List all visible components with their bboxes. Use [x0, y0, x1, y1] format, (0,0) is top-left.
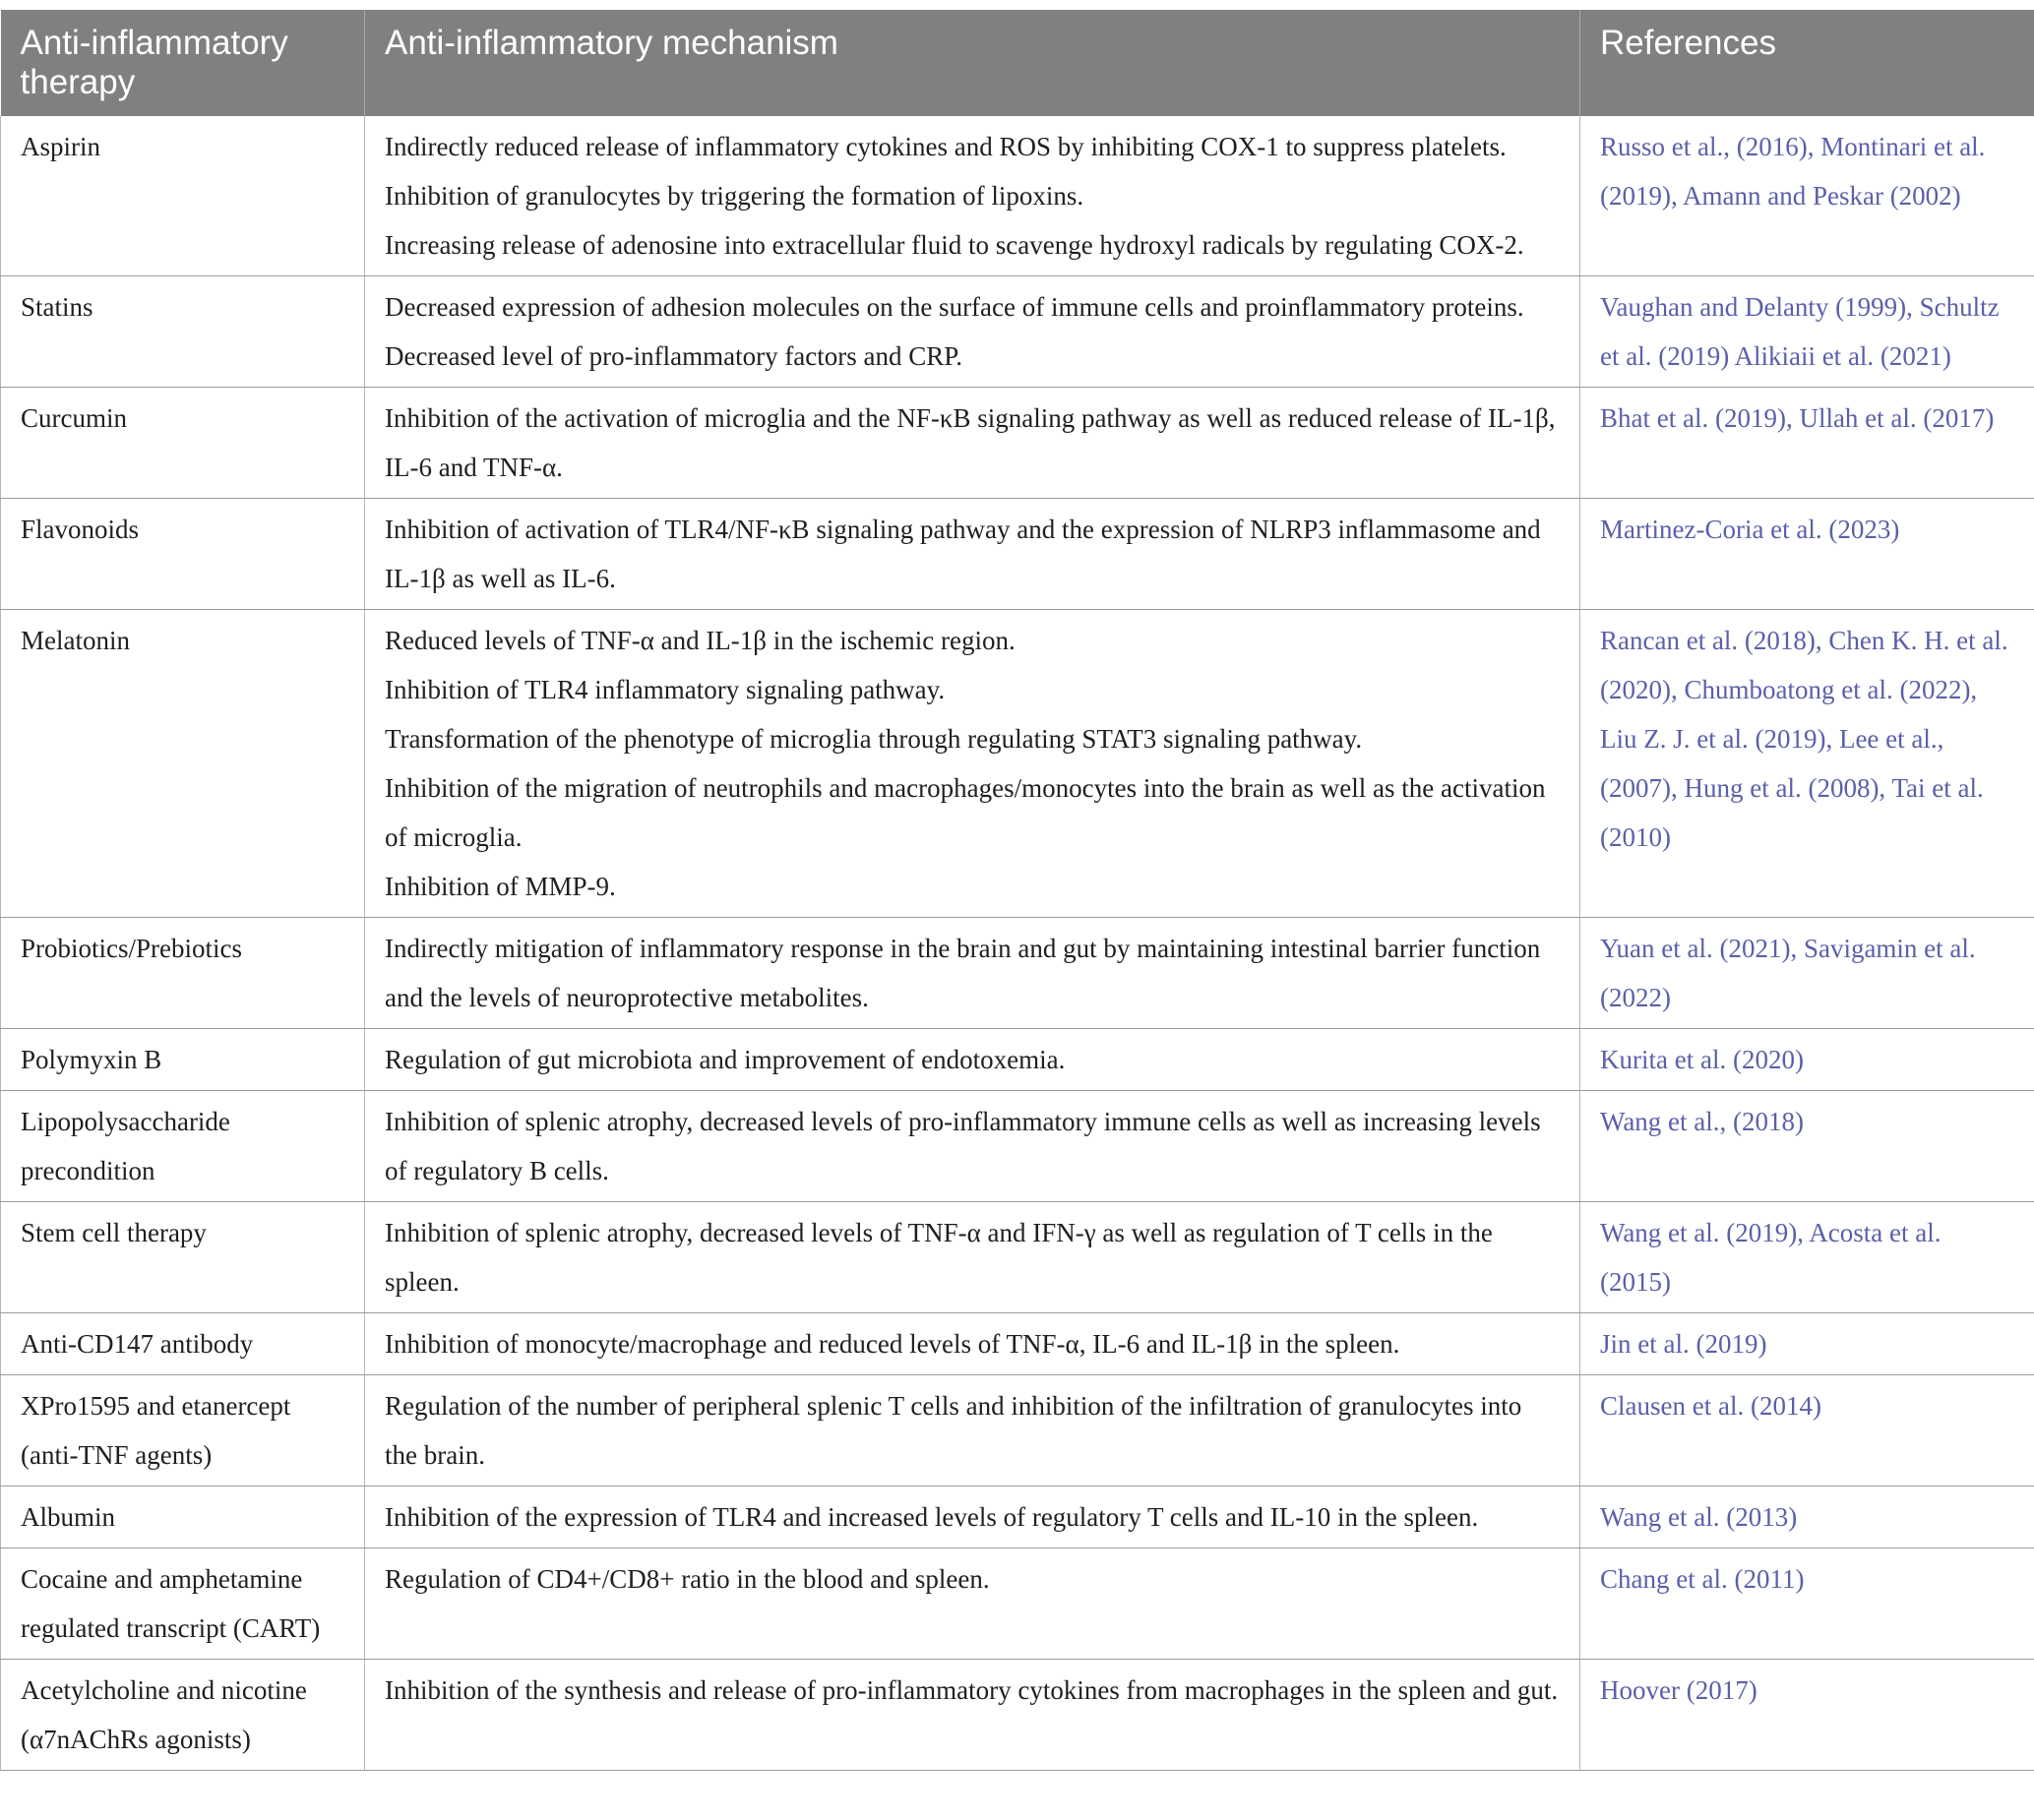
mechanism-line: Reduced levels of TNF-α and IL-1β in the ischemic region.: [385, 626, 1016, 655]
therapy-cell: Stem cell therapy: [1, 1202, 365, 1313]
mechanism-line: Inhibition of the synthesis and release of pro-inflammatory cytokines from macrophages in the spleen and gut.: [385, 1675, 1559, 1705]
table-row: [1, 116, 2034, 276]
mechanism-line: Inhibition of granulocytes by triggering the formation of lipoxins.: [385, 181, 1084, 211]
therapy-cell: Aspirin: [1, 116, 365, 276]
mechanism-cell: [365, 918, 1580, 1029]
mechanism-line: Inhibition of the migration of neutrophils and macrophages/monocytes into the brain as well as the activation of microglia.: [385, 773, 1546, 852]
table-row: [1, 276, 2034, 388]
header-row: [1, 10, 2034, 116]
mechanism-cell: [365, 1660, 1580, 1771]
therapy-cell: XPro1595 and etanercept (anti-TNF agents): [1, 1375, 365, 1486]
table-row: [1, 610, 2034, 918]
mechanism-line: Regulation of CD4+/CD8+ ratio in the blood and spleen.: [385, 1564, 990, 1594]
mechanism-line: Inhibition of splenic atrophy, decreased levels of pro-inflammatory immune cells as well as increasing levels of regulatory B cells.: [385, 1107, 1541, 1185]
mechanism-cell: [365, 1202, 1580, 1313]
mechanism-line: Inhibition of monocyte/macrophage and reduced levels of TNF-α, IL-6 and IL-1β in the spleen.: [385, 1329, 1400, 1359]
therapy-cell: Curcumin: [1, 388, 365, 499]
mechanism-line: Inhibition of the expression of TLR4 and increased levels of regulatory T cells and IL-10 in the spleen.: [385, 1502, 1479, 1532]
therapy-cell: Lipopolysaccharide precondition: [1, 1091, 365, 1202]
reference-link[interactable]: Clausen et al. (2014): [1580, 1375, 2034, 1486]
reference-link[interactable]: Vaughan and Delanty (1999), Schultz et al. (2019) Alikiaii et al. (2021): [1580, 276, 2034, 388]
mechanism-cell: [365, 276, 1580, 388]
mechanism-cell: [365, 1313, 1580, 1375]
table-row: [1, 1660, 2034, 1771]
therapy-cell: Melatonin: [1, 610, 365, 918]
table-row: [1, 388, 2034, 499]
reference-link[interactable]: Bhat et al. (2019), Ullah et al. (2017): [1580, 388, 2034, 499]
mechanism-line: Decreased level of pro-inflammatory factors and CRP.: [385, 341, 963, 371]
table-row: [1, 1548, 2034, 1660]
therapy-cell: Cocaine and amphetamine regulated transcript (CART): [1, 1548, 365, 1660]
table-body: [1, 116, 2034, 1771]
reference-link[interactable]: Kurita et al. (2020): [1580, 1029, 2034, 1091]
therapy-table-container: [0, 10, 2034, 1771]
table-row: [1, 499, 2034, 610]
mechanism-line: Inhibition of splenic atrophy, decreased levels of TNF-α and IFN-γ as well as regulation of T cells in the spleen.: [385, 1218, 1493, 1297]
table-row: [1, 1313, 2034, 1375]
mechanism-line: Regulation of the number of peripheral splenic T cells and inhibition of the infiltration of granulocytes into the brain.: [385, 1391, 1522, 1470]
mechanism-cell: [365, 116, 1580, 276]
reference-link[interactable]: Chang et al. (2011): [1580, 1548, 2034, 1660]
table-row: [1, 1091, 2034, 1202]
mechanism-cell: [365, 1091, 1580, 1202]
therapy-cell: Probiotics/Prebiotics: [1, 918, 365, 1029]
reference-link[interactable]: Hoover (2017): [1580, 1660, 2034, 1771]
reference-link[interactable]: Yuan et al. (2021), Savigamin et al. (2022): [1580, 918, 2034, 1029]
table-row: [1, 918, 2034, 1029]
therapy-cell: Polymyxin B: [1, 1029, 365, 1091]
therapy-cell: Anti-CD147 antibody: [1, 1313, 365, 1375]
header-therapy: Anti-inflammatory therapy: [1, 10, 365, 116]
mechanism-cell: [365, 1375, 1580, 1486]
table-row: [1, 1375, 2034, 1486]
mechanism-cell: [365, 1029, 1580, 1091]
mechanism-cell: [365, 610, 1580, 918]
therapy-cell: Statins: [1, 276, 365, 388]
reference-link[interactable]: Jin et al. (2019): [1580, 1313, 2034, 1375]
reference-link[interactable]: Martinez-Coria et al. (2023): [1580, 499, 2034, 610]
reference-link[interactable]: Wang et al., (2018): [1580, 1091, 2034, 1202]
reference-link[interactable]: Russo et al., (2016), Montinari et al. (2019), Amann and Peskar (2002): [1580, 116, 2034, 276]
therapy-cell: Flavonoids: [1, 499, 365, 610]
therapy-table: [0, 10, 2034, 1771]
mechanism-line: Inhibition of MMP-9.: [385, 872, 616, 901]
mechanism-line: Inhibition of the activation of microglia and the NF-κB signaling pathway as well as reduced release of IL-1β, IL-6 and TNF-α.: [385, 403, 1556, 482]
mechanism-cell: [365, 388, 1580, 499]
table-header: [1, 10, 2034, 116]
header-mechanism: Anti-inflammatory mechanism: [365, 10, 1580, 116]
mechanism-line: Inhibition of activation of TLR4/NF-κB signaling pathway and the expression of NLRP3 inflammasome and IL-1β as well as IL-6.: [385, 515, 1541, 593]
table-row: [1, 1486, 2034, 1548]
mechanism-line: Indirectly mitigation of inflammatory response in the brain and gut by maintaining intestinal barrier function and the levels of neuroprotective metabolites.: [385, 934, 1541, 1012]
reference-link[interactable]: Wang et al. (2019), Acosta et al. (2015): [1580, 1202, 2034, 1313]
mechanism-line: Decreased expression of adhesion molecules on the surface of immune cells and proinflammatory proteins.: [385, 292, 1524, 322]
reference-link[interactable]: Wang et al. (2013): [1580, 1486, 2034, 1548]
mechanism-cell: [365, 1548, 1580, 1660]
mechanism-cell: [365, 499, 1580, 610]
table-row: [1, 1202, 2034, 1313]
mechanism-line: Transformation of the phenotype of microglia through regulating STAT3 signaling pathway.: [385, 724, 1363, 754]
mechanism-line: Increasing release of adenosine into extracellular fluid to scavenge hydroxyl radicals by regulating COX-2.: [385, 230, 1524, 260]
reference-link[interactable]: Rancan et al. (2018), Chen K. H. et al. (2020), Chumboatong et al. (2022), Liu Z. J. et al. (2019), Lee et al., (2007), Hung et al. (2008), Tai et al. (2010): [1580, 610, 2034, 918]
mechanism-line: Regulation of gut microbiota and improvement of endotoxemia.: [385, 1045, 1066, 1074]
therapy-cell: Albumin: [1, 1486, 365, 1548]
mechanism-cell: [365, 1486, 1580, 1548]
mechanism-line: Indirectly reduced release of inflammatory cytokines and ROS by inhibiting COX-1 to suppress platelets.: [385, 132, 1507, 161]
table-row: [1, 1029, 2034, 1091]
therapy-cell: Acetylcholine and nicotine (α7nAChRs agonists): [1, 1660, 365, 1771]
header-references: References: [1580, 10, 2034, 116]
mechanism-line: Inhibition of TLR4 inflammatory signaling pathway.: [385, 675, 946, 704]
